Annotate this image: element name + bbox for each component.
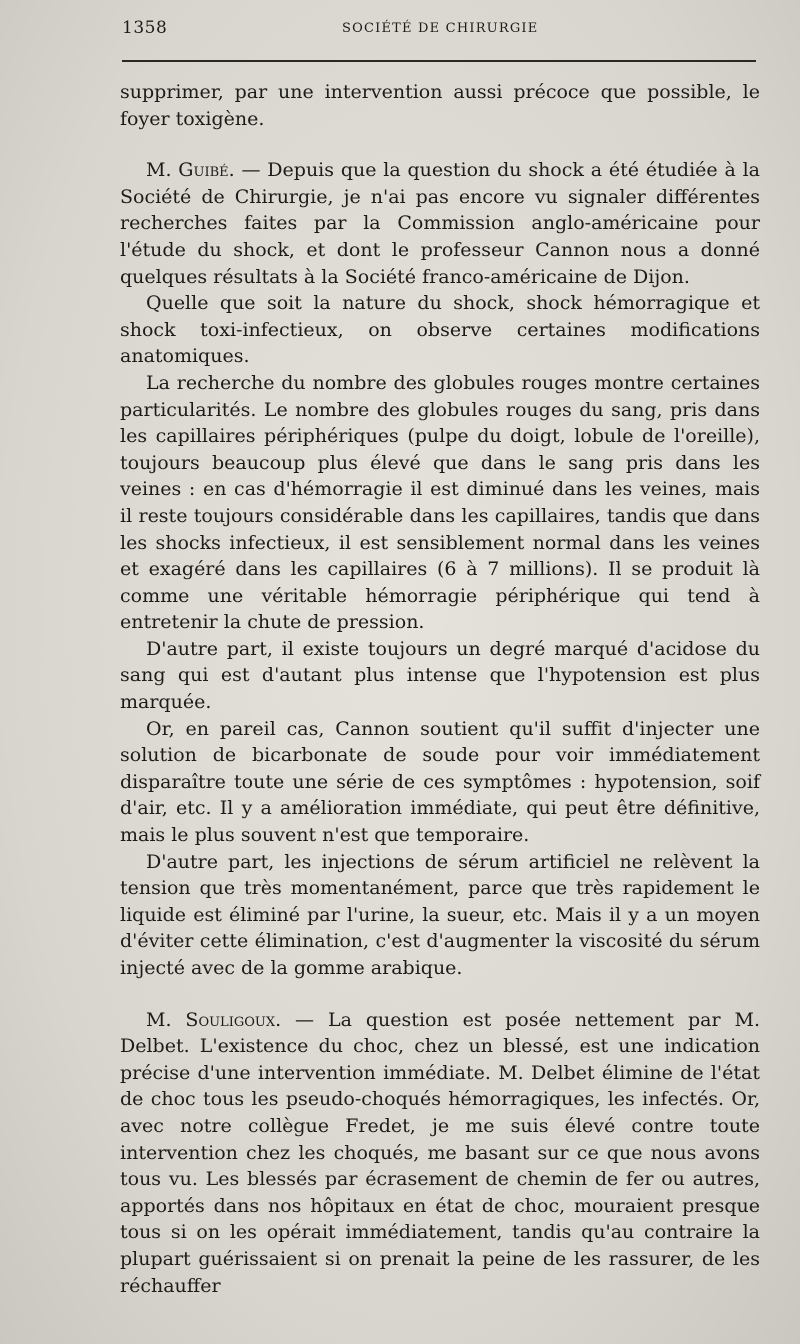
- speaker-name: M. Souligoux.: [146, 1008, 282, 1031]
- paragraph: D'autre part, il existe toujours un degré marqué d'acidose du sang qui est d'autant plus intense que l'hypotension est plus marquée.: [120, 637, 760, 714]
- speaker-name: M. Guibé.: [146, 159, 235, 182]
- page-header: [122, 18, 756, 44]
- paragraph: D'autre part, les injections de sérum artificiel ne relèvent la tension que très momentanément, parce que très rapidement le liquide est éliminé par l'urine, la sueur, etc. Mais il y a un moyen d'éviter cette élimination, c'est d'augmenter la viscosité du sérum injecté avec de la gomme arabique.: [120, 850, 760, 979]
- paragraph-guibe: M. Guibé. — Depuis que la question du shock a été étudiée à la Société de Chirurgie, je n'ai pas encore vu signaler différentes recherches faites par la Commission anglo-américaine pour l'étude du shock, et dont le professeur Cannon nous a donné quelques résultats à la Société franco-américaine de Dijon.: [120, 159, 761, 288]
- header-rule: [122, 60, 756, 62]
- page-number: 1358: [122, 18, 168, 38]
- running-title: SOCIÉTÉ DE CHIRURGIE: [342, 21, 539, 36]
- paragraph: Or, en pareil cas, Cannon soutient qu'il suffit d'injecter une solution de bicarbonate de soude pour voir immédiatement disparaître toute une série de ces symptômes : hypotension, soif d'air, etc. Il y a amélioration immédiate, qui peut être définitive, mais le plus souvent n'est que temporaire.: [120, 717, 760, 847]
- paragraph: Quelle que soit la nature du shock, shock hémorragique et shock toxi-infectieux, on observe certaines modifications anatomiques.: [120, 292, 760, 368]
- body-text: [120, 79, 760, 1299]
- paragraph: La recherche du nombre des globules rouges montre certaines particularités. Le nombre des globules rouges du sang, pris dans les capillaires périphériques (pulpe du doigt, lobule de l'oreille), toujours beaucoup plus élevé que dans le sang pris dans les veines : en cas d'hémorragie il est diminué dans les veines, mais il reste toujours considérable dans les capillaires, tandis que dans les shocks infectieux, il est sensiblement normal dans les veines et exagéré dans les capillaires (6 à 7 millions). Il se produit là comme une véritable hémorragie périphérique qui tend à entretenir la chute de pression.: [120, 371, 760, 634]
- paragraph-continuation: supprimer, par une intervention aussi précoce que possible, le foyer toxigène.: [120, 81, 760, 130]
- paragraph-souligoux: M. Souligoux. — La question est posée nettement par M. Delbet. L'existence du choc, chez un blessé, est une indication précise d'une intervention immédiate. M. Delbet élimine de l'état de choc tous les pseudo-choqués hémorragiques, les infectés. Or, avec notre collègue Fredet, je me suis élevé contre toute intervention chez les choqués, me basant sur ce que nous avons tous vu. Les blessés par écrasement de chemin de fer ou autres, apportés dans nos hôpitaux en état de choc, mouraient presque tous si on les opérait immédiatement, tandis qu'au contraire la plupart guérissaient si on prenait la peine de les rassurer, de les réchauffer: [120, 1008, 760, 1297]
